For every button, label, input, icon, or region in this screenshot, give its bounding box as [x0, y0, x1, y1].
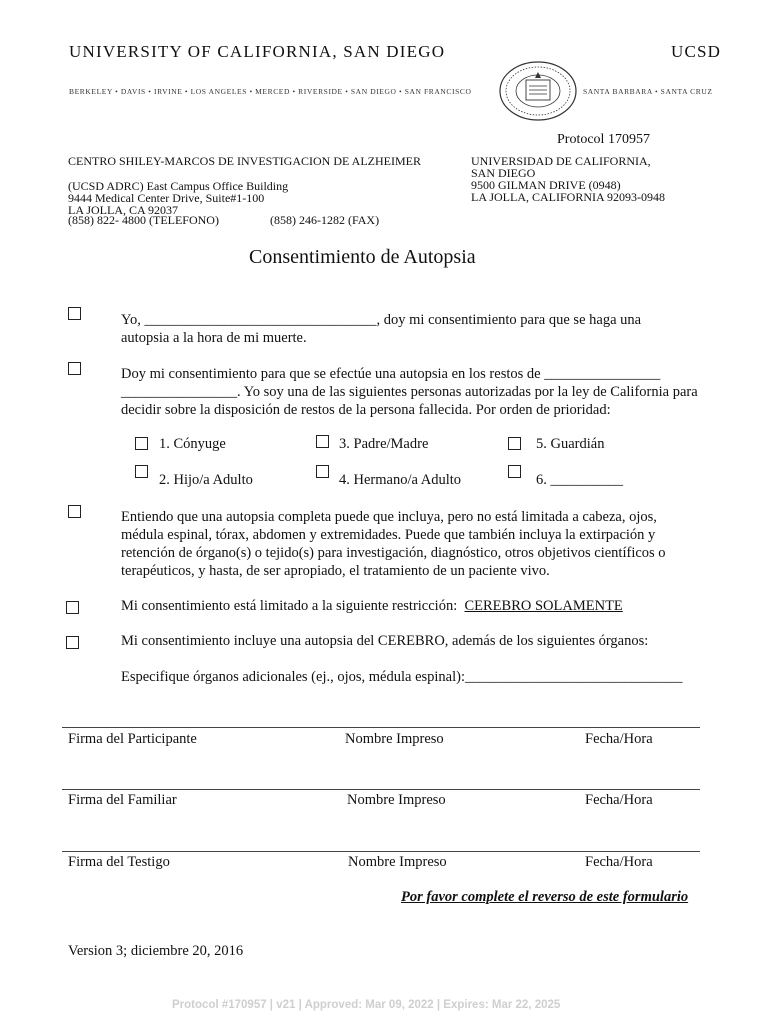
relation-guardian-checkbox[interactable]	[508, 437, 521, 450]
relation-label: 4. Hermano/a Adulto	[339, 472, 462, 488]
campus-list-right: SANTA BARBARA • SANTA CRUZ	[583, 87, 713, 96]
relation-sibling-checkbox[interactable]	[316, 465, 329, 478]
printed-name-label: Nombre Impreso	[345, 731, 444, 747]
relation-label: 5. Guardián	[536, 436, 605, 452]
understanding-checkbox[interactable]	[68, 505, 81, 518]
restriction-value: CEREBRO SOLAMENTE	[464, 598, 623, 614]
approval-footer: Protocol #170957 | v21 | Approved: Mar 09, 2022 | Expires: Mar 22, 2025	[172, 999, 561, 1011]
restriction-text	[121, 597, 623, 615]
relation-label: 1. Cónyuge	[159, 436, 226, 452]
additional-organs-field[interactable]: Especifique órganos adicionales (ej., ojos, médula espinal):______________________________	[121, 669, 683, 685]
brain-plus-text: Mi consentimiento incluye una autopsia del CEREBRO, además de los siguientes órganos:	[121, 633, 649, 649]
relation-label: 6. __________	[536, 472, 623, 488]
signature-line	[62, 789, 700, 790]
date-time-label: Fecha/Hora	[585, 854, 653, 870]
restriction-checkbox[interactable]	[66, 601, 79, 614]
campus-list-left: BERKELEY • DAVIS • IRVINE • LOS ANGELES • MERCED • RIVERSIDE • SAN DIEGO • SAN FRANCISCO	[69, 87, 472, 96]
phone-number: (858) 822- 4800 (TELEFONO)	[68, 213, 219, 227]
address-line: LA JOLLA, CALIFORNIA 92093-0948	[471, 190, 665, 204]
signature-label: Firma del Participante	[68, 731, 197, 747]
relation-parent-checkbox[interactable]	[316, 435, 329, 448]
protocol-number: Protocol 170957	[557, 132, 650, 147]
consent-remains-text: Doy mi consentimiento para que se efectúe una autopsia en los restos de ________________ ________________. Yo soy una de las siguientes personas autorizadas por la ley de California para decidir sobre la disposición de restos de la persona fallecida. Por orden de prioridad:	[121, 366, 698, 418]
understanding-text: Entiendo que una autopsia completa puede que incluya, pero no está limitada a cabeza, ojos, médula espinal, tórax, abdomen y extremidades. Puede que también incluya la extirpación y retención de órgano(s) o tejido(s) para investigación, diagnóstico, otros objetivos científicos o terapéuticos, y hasta, de ser apropiado, el tratamiento de un paciente vivo.	[121, 509, 666, 579]
signature-line	[62, 851, 700, 852]
printed-name-label: Nombre Impreso	[348, 854, 447, 870]
relation-adult-child-checkbox[interactable]	[135, 465, 148, 478]
relation-spouse-checkbox[interactable]	[135, 437, 148, 450]
relation-other-checkbox[interactable]	[508, 465, 521, 478]
address-line: 9444 Medical Center Drive, Suite#1-100	[68, 191, 265, 205]
consent-self-checkbox[interactable]	[68, 307, 81, 320]
fax-number: (858) 246-1282 (FAX)	[270, 213, 380, 227]
address-line: UNIVERSIDAD DE CALIFORNIA,	[471, 154, 651, 168]
consent-remains-checkbox[interactable]	[68, 362, 81, 375]
signature-label: Firma del Testigo	[68, 854, 170, 870]
signature-line	[62, 727, 700, 728]
page-title: Consentimiento de Autopsia	[249, 246, 476, 268]
center-name: CENTRO SHILEY-MARCOS DE INVESTIGACION DE ALZHEIMER	[68, 154, 421, 168]
printed-name-label: Nombre Impreso	[347, 792, 446, 808]
consent-self-text: Yo, ________________________________, doy mi consentimiento para que se haga una autopsia a la hora de mi muerte.	[121, 312, 642, 346]
university-name: UNIVERSITY OF CALIFORNIA, SAN DIEGO	[69, 42, 446, 61]
university-seal-icon	[498, 60, 578, 122]
address-line: 9500 GILMAN DRIVE (0948)	[471, 178, 621, 192]
brain-plus-checkbox[interactable]	[66, 636, 79, 649]
date-time-label: Fecha/Hora	[585, 792, 653, 808]
address-line: SAN DIEGO	[471, 166, 536, 180]
signature-label: Firma del Familiar	[68, 792, 177, 808]
university-abbrev: UCSD	[671, 42, 722, 61]
date-time-label: Fecha/Hora	[585, 731, 653, 747]
restriction-label: Mi consentimiento está limitado a la siguiente restricción:	[121, 598, 458, 614]
version-text: Version 3; diciembre 20, 2016	[68, 943, 244, 959]
address-line: LA JOLLA, CA 92037	[68, 203, 179, 217]
address-line: (UCSD ADRC) East Campus Office Building	[68, 179, 289, 193]
relation-label: 3. Padre/Madre	[339, 436, 429, 452]
reverse-side-note: Por favor complete el reverso de este formulario	[401, 889, 689, 905]
relation-label: 2. Hijo/a Adulto	[159, 472, 253, 488]
